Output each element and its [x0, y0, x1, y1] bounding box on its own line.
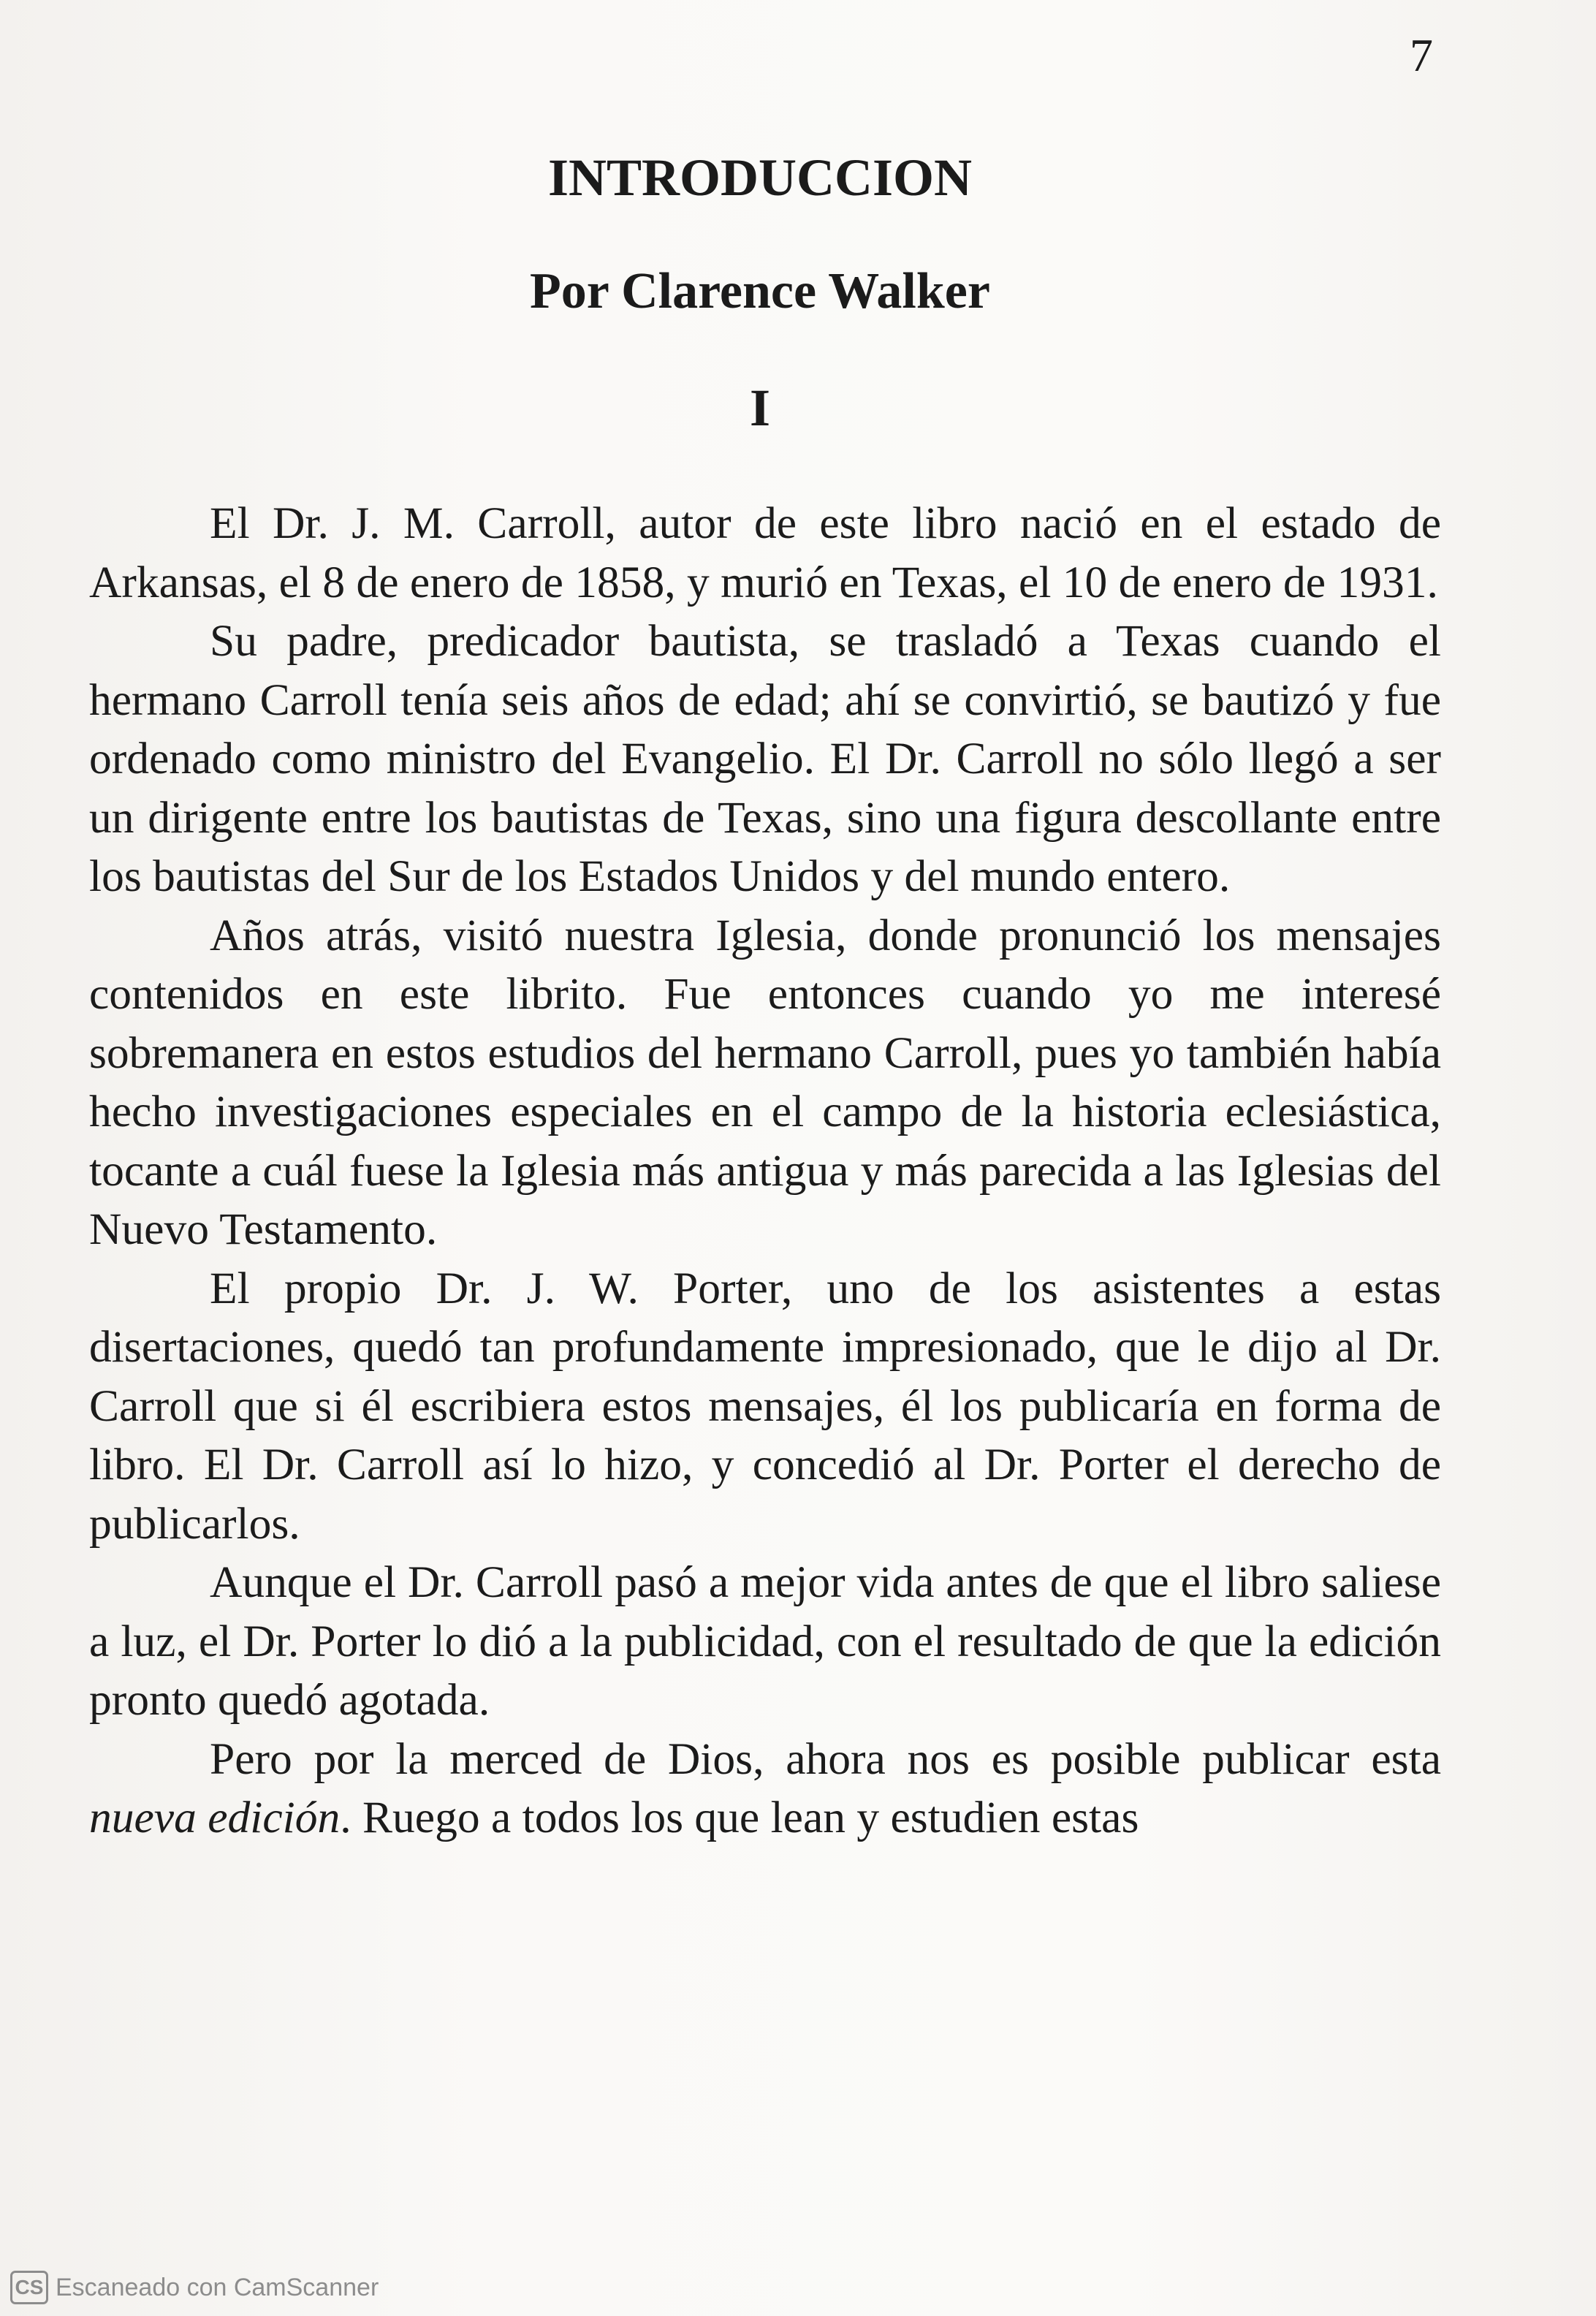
paragraph-text: Pero por la merced de Dios, ahora nos es posible publicar esta: [210, 1734, 1441, 1784]
paragraph-last: [89, 1730, 1441, 1848]
watermark-text: Escaneado con CamScanner: [56, 2273, 379, 2301]
paragraph: Años atrás, visitó nuestra Iglesia, donde pronunció los mensajes contenidos en este librito. Fue entonces cuando yo me interesé sobremanera en estos estudios del hermano Carroll, pues yo también había hecho investigaciones especiales en el campo de la historia eclesiástica, tocante a cuál fuese la Iglesia más antigua y más parecida a las Iglesias del Nuevo Testamento.: [89, 910, 1441, 1254]
paragraph-text: . Ruego a todos los que lean y estudien estas: [340, 1793, 1139, 1842]
chapter-title: INTRODUCCION: [547, 148, 973, 207]
body-text: [89, 494, 1441, 1848]
paragraph: El Dr. J. M. Carroll, autor de este libro nació en el estado de Arkansas, el 8 de enero de 1858, y murió en Texas, el 10 de enero de 1931.: [89, 498, 1441, 607]
paragraph: El propio Dr. J. W. Porter, uno de los asistentes a estas disertaciones, quedó tan profundamente impresionado, que le dijo al Dr. Carroll que si él escribiera estos mensajes, él los publicaría en forma de libro. El Dr. Carroll así lo hizo, y concedió al Dr. Porter el derecho de publicarlos.: [89, 1263, 1441, 1549]
scanner-watermark: [10, 2267, 379, 2308]
emphasis-text: nueva edición: [89, 1793, 341, 1842]
page-number: 7: [1410, 29, 1433, 81]
paragraph: Su padre, predicador bautista, se trasladó a Texas cuando el hermano Carroll tenía seis años de edad; ahí se convirtió, se bautizó y fue ordenado como ministro del Evangelio. El Dr. Carroll no sólo llegó a ser un dirigente entre los bautistas de Texas, sino una figura descollante entre los bautistas del Sur de los Estados Unidos y del mundo entero.: [89, 616, 1441, 901]
paragraph: Aunque el Dr. Carroll pasó a mejor vida antes de que el libro saliese a luz, el Dr. Porter lo dió a la publicidad, con el resultado de que la edición pronto quedó agotada.: [89, 1557, 1441, 1725]
camscanner-logo-icon: CS: [10, 2271, 48, 2304]
author-byline: Por Clarence Walker: [530, 263, 990, 319]
section-numeral: I: [749, 379, 771, 437]
